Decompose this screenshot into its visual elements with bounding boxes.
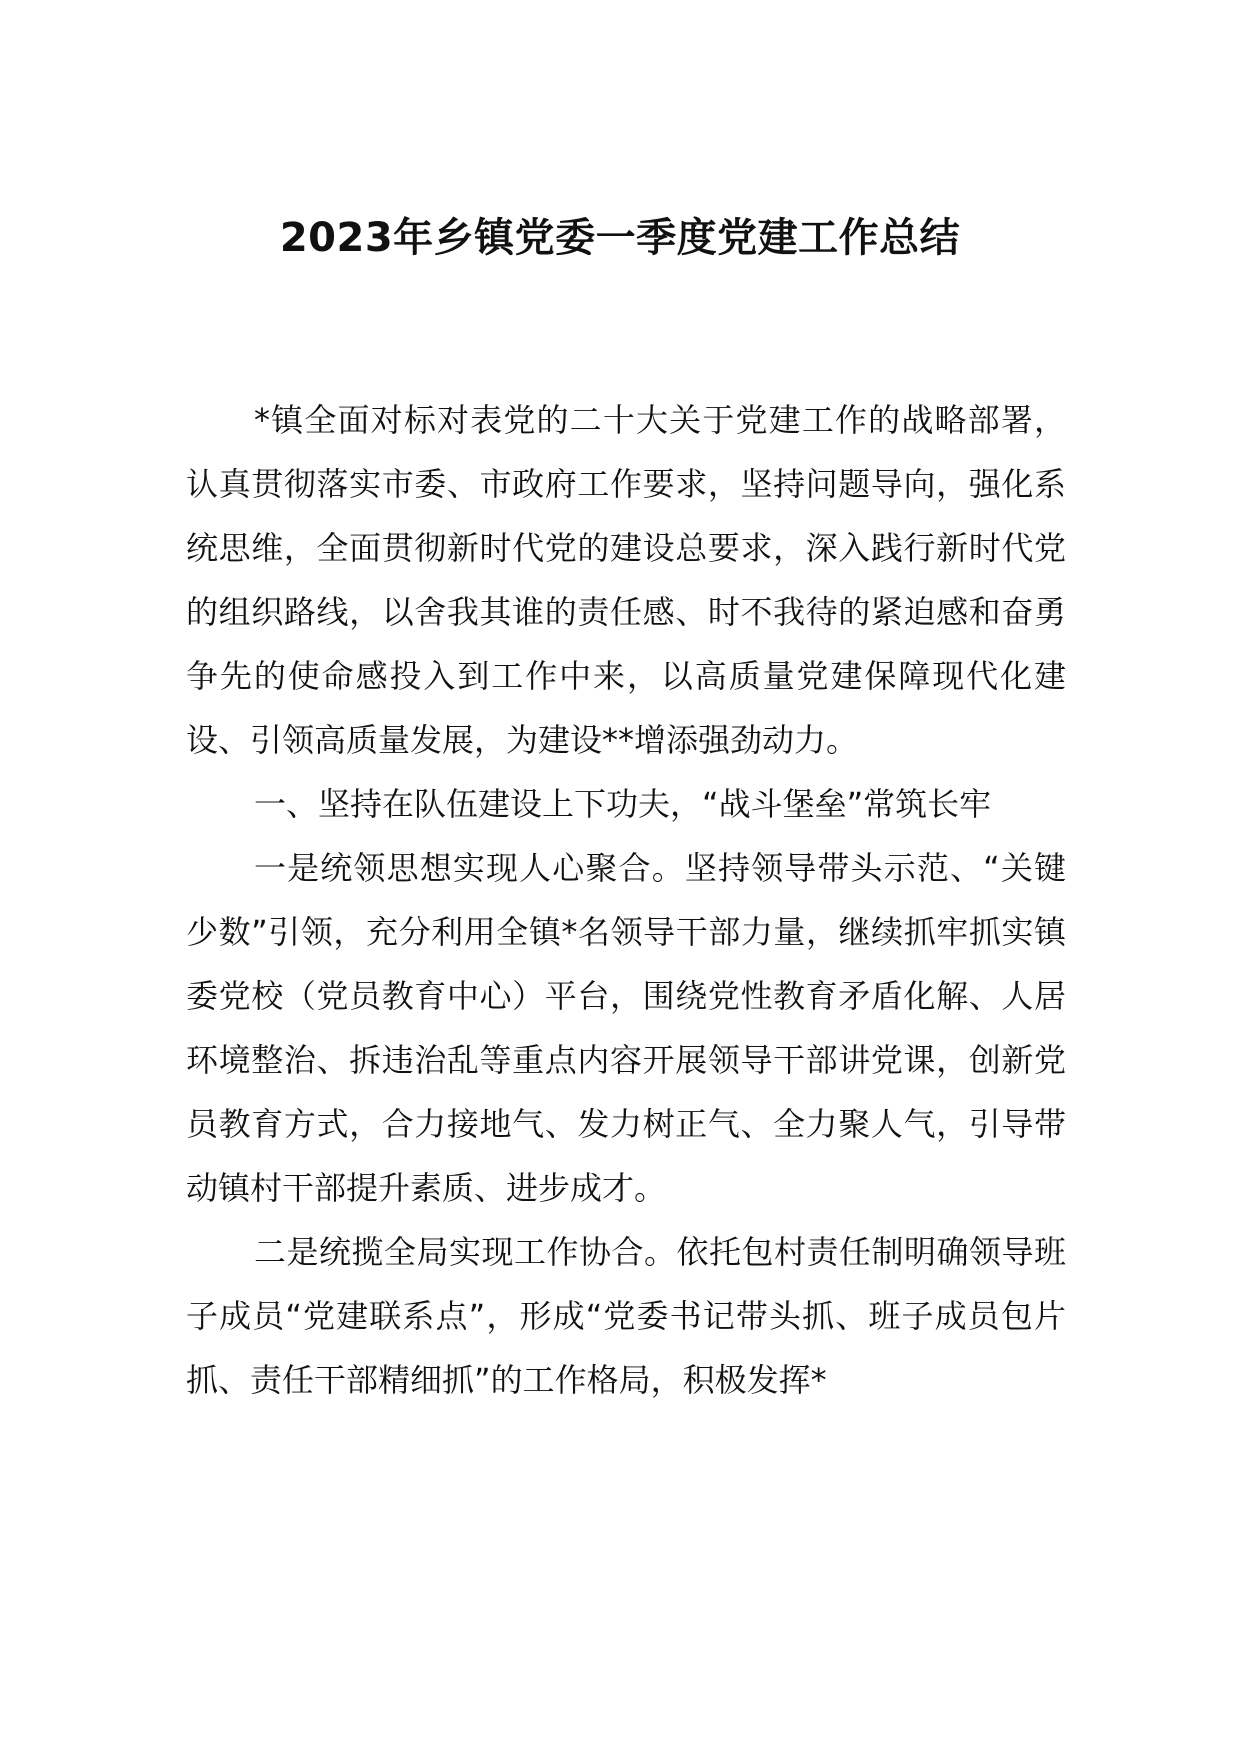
section-heading-1: 一、坚持在队伍建设上下功夫，“战斗堡垒”常筑长牢 <box>254 785 992 823</box>
document-title: 2023年乡镇党委一季度党建工作总结 <box>279 215 961 261</box>
paragraph-point-1: 一是统领思想实现人心聚合。坚持领导带头示范、“关键少数”引领，充分利用全镇*名领导干部力量，继续抓牢抓实镇委党校（党员教育中心）平台，围绕党性教育矛盾化解、人居环境整治、拆违治乱等重点内容开展领导干部讲党课，创新党员教育方式，合力接地气、发力树正气、全力聚人气，引导带动镇村干部提升素质、进步成才。 <box>186 849 1066 1207</box>
document-body <box>186 388 1066 1412</box>
paragraph-point-2: 二是统揽全局实现工作协合。依托包村责任制明确领导班子成员“党建联系点”，形成“党委书记带头抓、班子成员包片抓、责任干部精细抓”的工作格局，积极发挥* <box>186 1233 1066 1399</box>
paragraph-intro: *镇全面对标对表党的二十大关于党建工作的战略部署，认真贯彻落实市委、市政府工作要求，坚持问题导向，强化系统思维，全面贯彻新时代党的建设总要求，深入践行新时代党的组织路线，以舍我其谁的责任感、时不我待的紧迫感和奋勇争先的使命感投入到工作中来，以高质量党建保障现代化建设、引领高质量发展，为建设**增添强劲动力。 <box>186 401 1066 759</box>
